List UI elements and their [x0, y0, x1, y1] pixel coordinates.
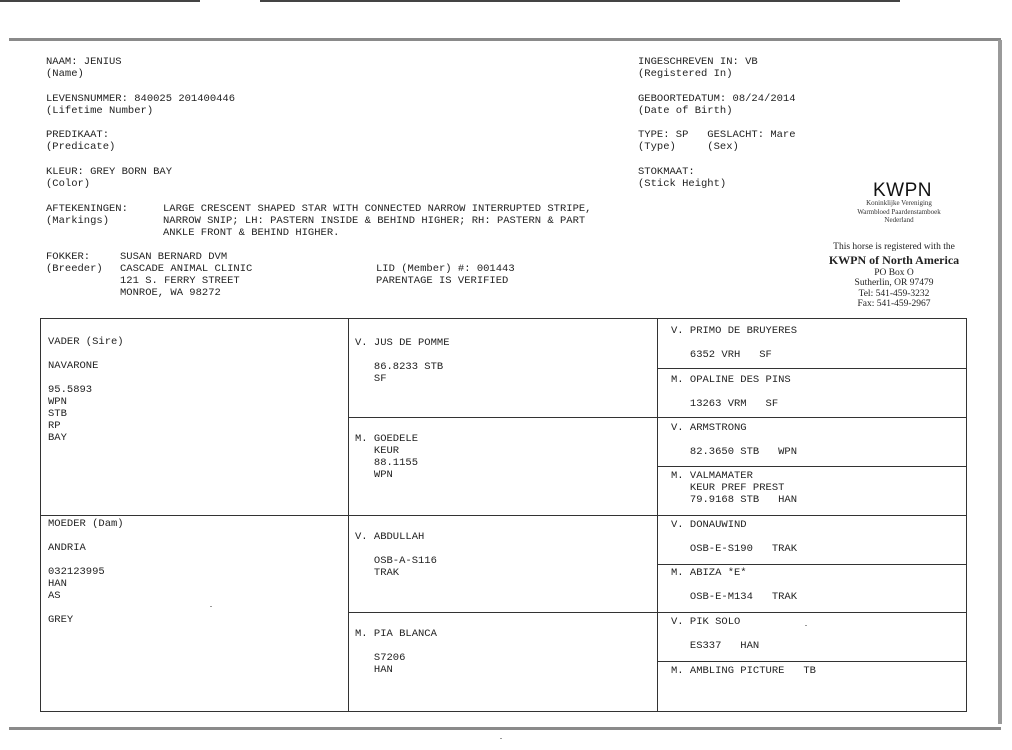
logo-sub-line-3: Nederland: [884, 216, 914, 224]
kwpn-logo-subtitle: [843, 199, 955, 225]
dam-dam-cell: M. PIA BLANCA S7206 HAN: [355, 628, 437, 676]
type-sex-field: TYPE: SP GESLACHT: Mare: [638, 129, 796, 141]
certificate-frame-edge: [998, 40, 1002, 724]
breeder-caption: (Breeder): [46, 263, 103, 275]
markings-text: LARGE CRESCENT SHAPED STAR WITH CONNECTED NARROW INTERRUPTED STRIPE, NARROW SNIP; LH: PASTERN INSIDE & BEHIND HIGHER; RH: PASTERN & PART ANKLE FRONT & BEHIND HIGHER.: [163, 203, 592, 239]
dam-sire-cell: V. ABDULLAH OSB-A-S116 TRAK: [355, 531, 437, 579]
member-id-field: LID (Member) #: 001443: [376, 263, 515, 275]
pedigree-divider: [657, 466, 966, 467]
pedigree-divider: [41, 515, 966, 516]
sire-sire-cell: V. JUS DE POMME 86.8233 STB SF: [355, 337, 450, 385]
pedigree-divider: [657, 368, 966, 369]
sire-dam-cell: M. GOEDELE KEUR 88.1155 WPN: [355, 433, 419, 481]
color-caption: (Color): [46, 178, 91, 190]
registration-intro: This horse is registered with the: [833, 242, 955, 252]
scan-speck: [210, 606, 212, 607]
ddd-cell: M. AMBLING PICTURE TB: [671, 665, 816, 677]
logo-sub-line-2: Warmbloed Paardenstamboek: [857, 207, 941, 216]
scan-top-edge: [0, 0, 1012, 3]
markings-label: AFTEKENINGEN:: [46, 203, 128, 215]
scan-speck: [805, 625, 807, 626]
sdd-cell: M. VALMAMATER KEUR PREF PREST 79.9168 STB HAN: [671, 470, 798, 506]
logo-sub-line-1: Koninklijke Vereniging: [866, 199, 932, 207]
color-field: KLEUR: GREY BORN BAY: [46, 166, 173, 178]
lifetime-number-field: LEVENSNUMMER: 840025 201400446: [46, 93, 236, 105]
sire-cell: VADER (Sire) NAVARONE 95.5893 WPN STB RP BAY: [48, 336, 124, 444]
registration-org: KWPN of North America: [828, 252, 960, 267]
type-sex-caption: (Type) (Sex): [638, 141, 739, 153]
registration-address-2: Sutherlin, OR 97479: [854, 278, 934, 288]
registered-in-field: INGESCHREVEN IN: VB: [638, 56, 758, 68]
pedigree-divider: [348, 612, 966, 613]
registration-block: [818, 242, 970, 310]
stick-height-caption: (Stick Height): [638, 178, 727, 190]
sds-cell: V. ARMSTRONG 82.3650 STB WPN: [671, 422, 798, 458]
stick-height-field: STOKMAAT:: [638, 166, 695, 178]
pedigree-divider: [657, 661, 966, 662]
dsd-cell: M. ABIZA *E* OSB-E-M134 TRAK: [671, 567, 798, 603]
pedigree-table: [40, 318, 967, 712]
predicate-field: PREDIKAAT:: [46, 129, 110, 141]
date-of-birth-field: GEBOORTEDATUM: 08/24/2014: [638, 93, 796, 105]
registered-in-caption: (Registered In): [638, 68, 733, 80]
lifetime-number-caption: (Lifetime Number): [46, 105, 154, 117]
dam-cell: MOEDER (Dam) ANDRIA 032123995 HAN AS GREY: [48, 518, 124, 626]
scan-speck: [500, 738, 502, 739]
ssd-cell: M. OPALINE DES PINS 13263 VRM SF: [671, 374, 791, 410]
date-of-birth-caption: (Date of Birth): [638, 105, 733, 117]
parentage-status: PARENTAGE IS VERIFIED: [376, 275, 509, 287]
markings-caption: (Markings): [46, 215, 110, 227]
pedigree-divider: [348, 417, 966, 418]
dss-cell: V. DONAUWIND OSB-E-S190 TRAK: [671, 519, 798, 555]
registration-fax: Fax: 541-459-2967: [857, 299, 931, 309]
dds-cell: V. PIK SOLO ES337 HAN: [671, 616, 760, 652]
name-field: NAAM: JENIUS: [46, 56, 122, 68]
registration-tel: Tel: 541-459-3232: [858, 288, 930, 299]
predicate-caption: (Predicate): [46, 141, 116, 153]
kwpn-logo: KWPN: [873, 180, 932, 201]
pedigree-divider: [657, 564, 966, 565]
sss-cell: V. PRIMO DE BRUYERES 6352 VRH SF: [671, 325, 798, 361]
name-caption: (Name): [46, 68, 84, 80]
breeder-text: SUSAN BERNARD DVM CASCADE ANIMAL CLINIC 121 S. FERRY STREET MONROE, WA 98272: [120, 251, 253, 299]
registration-address-1: PO Box O: [874, 267, 914, 278]
breeder-label: FOKKER:: [46, 251, 91, 263]
